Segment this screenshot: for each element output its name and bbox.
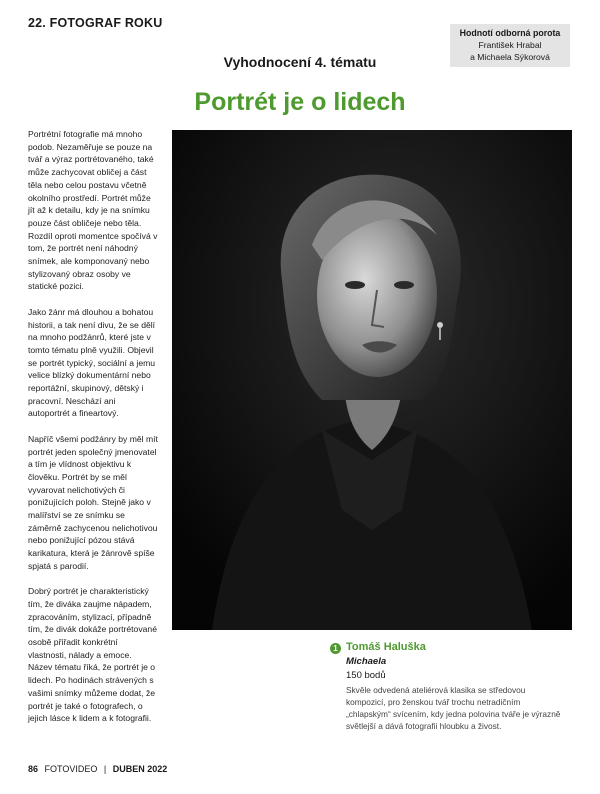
paragraph: Dobrý portrét je charakteristický tím, že diváka zaujme nápadem, zpracováním, stylizací, případně tím, že divák dokáže portrétované osobě přiřadit konkrétní vlastnosti, nálady a emoce. Název tématu říká, že portrét je o lidech. Po hodinách strávených s vašimi snímky můžeme dodat, že portrét je také o fotografech, o jejich lásce k lidem a k fotografii. xyxy=(28,586,157,724)
caption-photo-title: Michaela xyxy=(346,656,387,667)
paragraph: Portrétní fotografie má mnoho podob. Nezaměřuje se pouze na tvář a výraz portrétovaného, také může zachycovat obličej a část těla nebo celou postavu včetně okolního prostředí. Portrét může jít až k detailu, kdy je na snímku pouze část obličeje nebo těla. Rozdíl oproti momentce spočívá v tom, že portrét není náhodný snímek, ale komponovaný nebo stylizovaný obraz osoby ve statické pozici. xyxy=(28,129,158,292)
section-label: 22. FOTOGRAF ROKU xyxy=(28,16,163,30)
caption-number-badge: 1 xyxy=(330,643,341,654)
page-footer xyxy=(28,764,167,774)
magazine-name: FOTOVIDEO xyxy=(44,764,98,774)
jury-member-2: a Michaela Sýkorová xyxy=(470,52,550,62)
jury-title: Hodnotí odborná porota xyxy=(459,28,561,38)
caption-author: Tomáš Haluška xyxy=(346,641,426,653)
paragraph: Napříč všemi podžánry by měl mít portrét jeden společný jmenovatel a tím je vlídnost objektivu k člověku. Portrét by se měl vyvarovat nelichotivých či ponižujících poloh. Stejně jako v malířství se ze snímku se záměrně zachycenou nelichotivou nebo ponižující pózou stává karikatura, která je žánrově spíše spjatá s parodií. xyxy=(28,433,158,571)
issue-date: DUBEN 2022 xyxy=(112,764,168,774)
article-headline: Portrét je o lidech xyxy=(194,88,406,116)
article-body xyxy=(28,128,158,738)
caption-text: Skvěle odvedená ateliérová klasika se středovou kompozicí, pro ženskou tvář trochu netradičním „chlapským“ svícením, kdy jedna polovina tváře je výrazně světlejší a dává fotografii hloubku a živost. xyxy=(346,685,561,731)
paragraph: Jako žánr má dlouhou a bohatou historii, a tak není divu, že se dělí na mnoho podžánrů, které jste v tomto tématu plně využili. Objevil se portrét typický, sociální a jemu velice blízký dokumentární nebo reportážní, skupinový, dětský i pracovní. Neschází ani autoportrét a fineartový. xyxy=(28,306,156,419)
article-subtitle: Vyhodnocení 4. tématu xyxy=(223,54,377,70)
portrait-illustration xyxy=(172,130,572,630)
footer-separator: | xyxy=(103,764,107,774)
page-number: 86 xyxy=(28,764,39,774)
portrait-photo xyxy=(172,130,572,630)
caption-points: 150 bodů xyxy=(346,670,386,681)
jury-member-1: František Hrabal xyxy=(478,40,542,50)
